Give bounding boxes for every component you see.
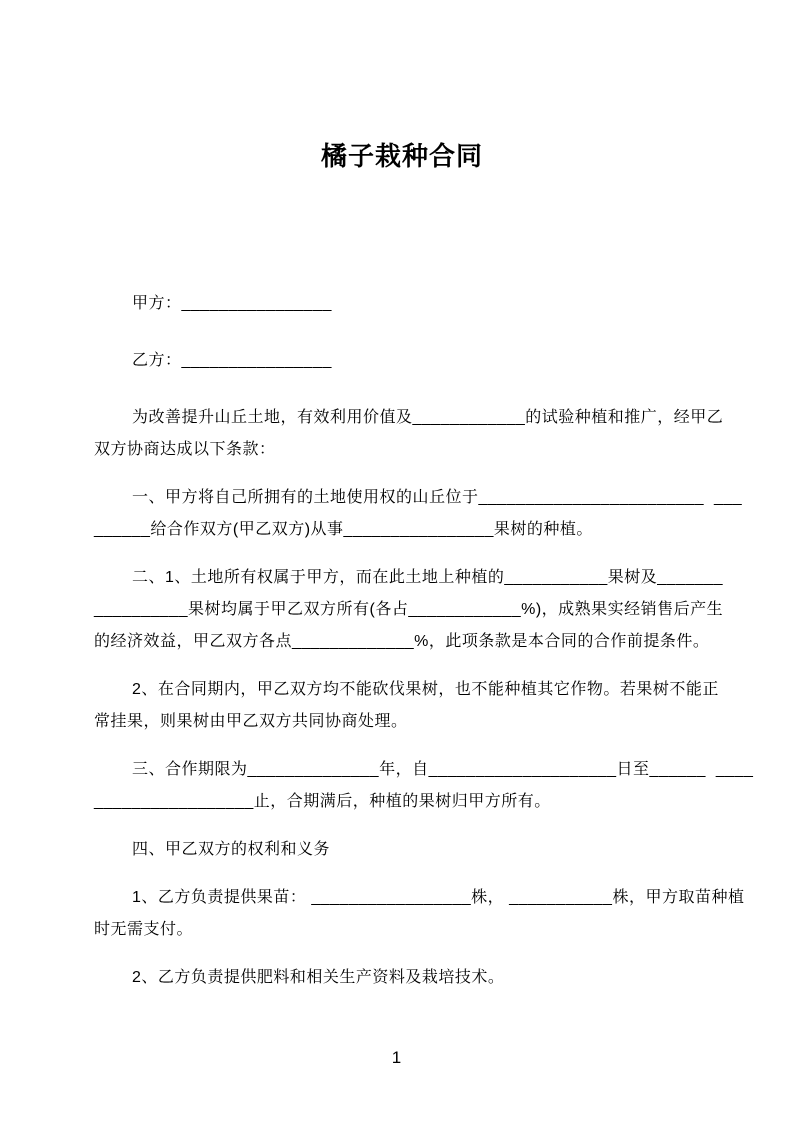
party-a-paragraph (94, 288, 710, 320)
clause-1-line-1: 一、甲方将自己所拥有的土地使用权的山丘位于________________________ ___ (132, 489, 743, 506)
clause-1-line-2: ______给合作双方(甲乙双方)从事________________果树的种植。 (94, 521, 593, 538)
intro-line-1: 为改善提升山丘土地，有效利用价值及____________的试验种植和推广，经甲乙 (132, 409, 724, 426)
clause-4-item-2-paragraph (94, 962, 710, 994)
document-body (94, 0, 754, 1010)
intro-line-2: 双方协商达成以下条款： (94, 441, 276, 458)
party-b-line: 乙方：________________ (132, 352, 332, 369)
clause-4-heading: 四、甲乙双方的权利和义务 (132, 841, 331, 858)
page-number: 1 (391, 1048, 402, 1067)
clause-4-item-1-line-2: 时无需支付。 (94, 921, 194, 938)
clause-2-item-1-line-3: 的经济效益，甲乙双方各点_____________%，此项条款是本合同的合作前提条件。 (94, 633, 710, 650)
intro-paragraph (94, 402, 724, 466)
clause-2-item-1-paragraph (94, 562, 724, 658)
clause-4-item-1-paragraph (94, 882, 745, 946)
clause-4-item-2-line: 2、乙方负责提供肥料和相关生产资料及栽培技术。 (132, 969, 505, 986)
clause-2-item-2-line-1: 2、在合同期内，甲乙双方均不能砍伐果树，也不能种植其它作物。若果树不能正 (132, 681, 719, 698)
clause-2-item-2-paragraph (94, 674, 719, 738)
clause-3-line-2: _________________止，合期满后，种植的果树归甲方所有。 (94, 793, 551, 810)
clause-3-paragraph (94, 754, 754, 818)
clause-1-paragraph (94, 482, 743, 546)
document-title: 橘子栽种合同 (320, 141, 483, 171)
clause-4-heading-paragraph (94, 834, 710, 866)
clause-2-item-2-line-2: 常挂果，则果树由甲乙双方共同协商处理。 (94, 713, 408, 730)
party-a-line: 甲方：________________ (132, 295, 332, 312)
clause-4-item-1-line-1: 1、乙方负责提供果苗： _________________株， ___________株，甲方取苗种植 (132, 889, 745, 906)
clause-3-line-1: 三、合作期限为______________年，自____________________日至______ ____ (132, 761, 754, 778)
clause-2-item-1-line-2: __________果树均属于甲乙双方所有(各占____________%)，成熟果实经销售后产生 (94, 601, 724, 618)
party-b-paragraph (94, 345, 710, 377)
clause-2-item-1-line-1: 二、1、土地所有权属于甲方，而在此土地上种植的___________果树及_______ (132, 569, 724, 586)
